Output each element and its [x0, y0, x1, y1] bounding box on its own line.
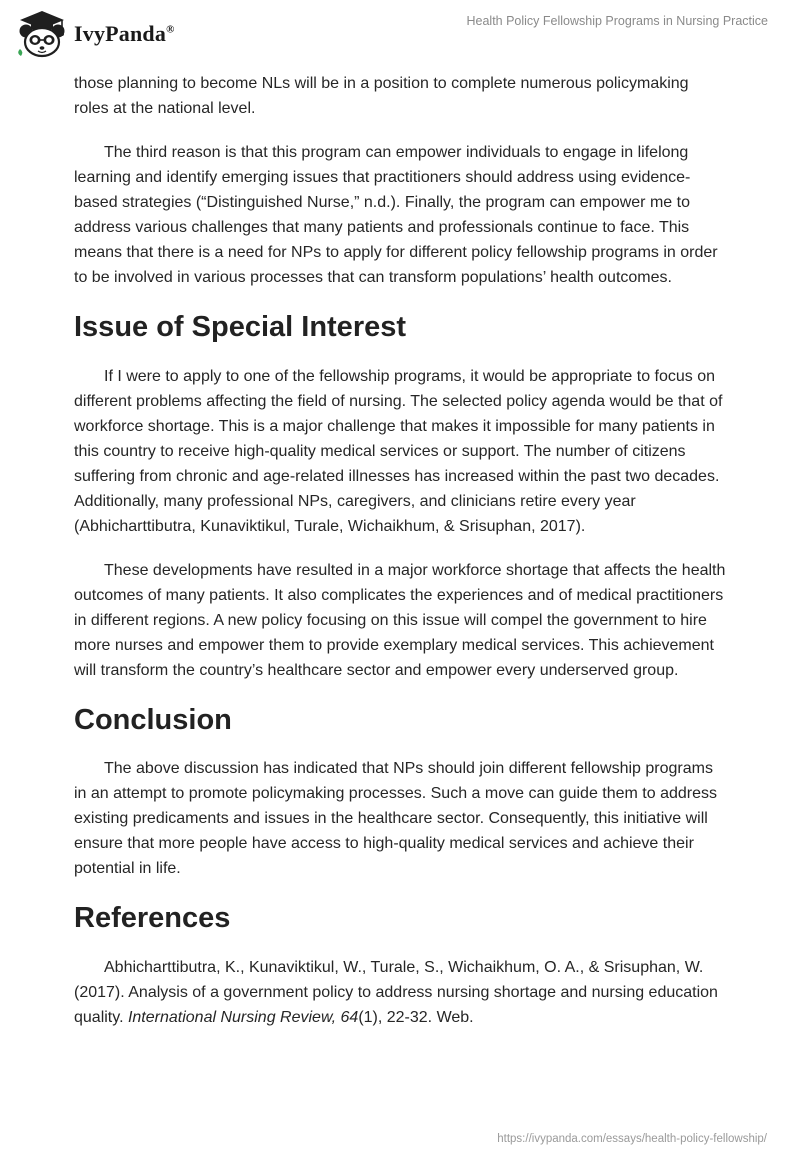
panda-graduate-icon	[14, 9, 70, 59]
paragraph: These developments have resulted in a major workforce shortage that affects the health outcomes of many patients. It also complicates the experiences and of medical practitioners in different regions. A new policy focusing on this issue will compel the government to hire more nurses and empower them to provide exemplary medical services. This achievement will transform the country’s healthcare sector and empower every underserved group.	[74, 562, 726, 679]
ivypanda-logo[interactable]	[14, 9, 175, 59]
section-heading-conclusion: Conclusion	[74, 704, 232, 736]
article-body	[74, 71, 726, 1049]
section-heading-issue: Issue of Special Interest	[74, 311, 407, 343]
source-url[interactable]: https://ivypanda.com/essays/health-policy-fellowship/	[497, 1133, 767, 1145]
paragraph: If I were to apply to one of the fellowship programs, it would be appropriate to focus on different problems affecting the field of nursing. The selected policy agenda would be that of workforce shortage. This is a major challenge that makes it impossible for many patients in this country to receive high-quality medical services or support. The number of citizens suffering from chronic and age-related illnesses has increased within the past two decades. Additionally, many professional NPs, caregivers, and clinicians retire every year (Abhicharttibutra, Kunaviktikul, Turale, Wichaikhum, & Srisuphan, 2017).	[74, 368, 723, 535]
section-heading-references: References	[74, 902, 231, 934]
paragraph: The third reason is that this program can empower individuals to engage in lifelong learning and identify emerging issues that practitioners should address using evidence-based strategies (“Distinguished Nurse,” n.d.). Finally, the program can empower me to address various challenges that many patients and professionals continue to face. This means that there is a need for NPs to apply for different policy fellowship programs in order to be involved in various processes that can transform populations’ health outcomes.	[74, 144, 718, 286]
paragraph: those planning to become NLs will be in a position to complete numerous policymaking roles at the national level.	[74, 75, 689, 117]
reference-entry	[74, 955, 726, 1030]
paragraph: The above discussion has indicated that NPs should join different fellowship programs in an attempt to promote policymaking processes. Such a move can guide them to address existing predicaments and issues in the healthcare sector. Consequently, this initiative will ensure that more people have access to high-quality medical services and achieve their potential in life.	[74, 760, 718, 877]
document-title: Health Policy Fellowship Programs in Nursing Practice	[466, 14, 768, 28]
brand-name: IvyPanda®	[74, 21, 175, 46]
page-header	[0, 0, 800, 70]
reference-issue-pages: (1), 22-32. Web.	[358, 1009, 474, 1026]
reference-journal: International Nursing Review, 64	[127, 1009, 359, 1026]
reference-authors: Abhicharttibutra, K., Kunaviktikul, W., Turale, S., Wichaikhum, O. A., & Srisuphan, W. (2017). Analysis of a government policy to address nursing shortage and nursing education quality.	[74, 959, 718, 1026]
